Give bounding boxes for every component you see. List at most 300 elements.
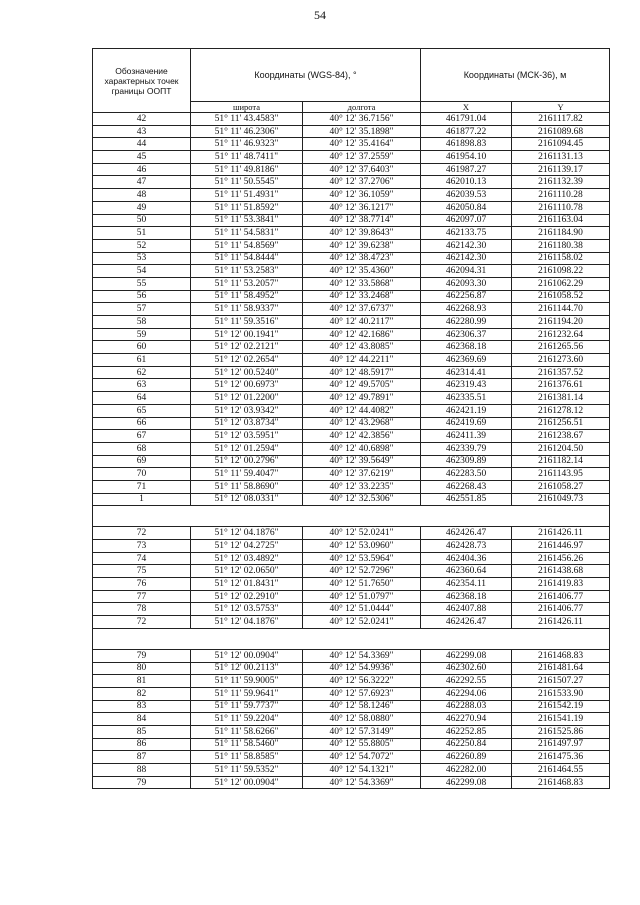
table-row bbox=[93, 590, 610, 603]
point-id-cell: 72 bbox=[93, 527, 191, 540]
y-coord-cell: 2161497.97 bbox=[512, 738, 610, 751]
x-coord-cell: 462368.18 bbox=[421, 341, 512, 354]
y-coord-cell: 2161525.86 bbox=[512, 725, 610, 738]
point-id-cell: 60 bbox=[93, 341, 191, 354]
latitude-cell: 51° 11' 58.8690" bbox=[191, 480, 303, 493]
y-coord-cell: 2161426.11 bbox=[512, 616, 610, 629]
point-id-cell: 58 bbox=[93, 316, 191, 329]
longitude-cell: 40° 12' 43.8085" bbox=[303, 341, 421, 354]
table-row bbox=[93, 649, 610, 662]
x-coord-cell: 462302.60 bbox=[421, 662, 512, 675]
longitude-cell: 40° 12' 36.7156" bbox=[303, 113, 421, 126]
longitude-cell: 40° 12' 54.1321" bbox=[303, 764, 421, 777]
latitude-cell: 51° 11' 59.4047" bbox=[191, 468, 303, 481]
longitude-cell: 40° 12' 54.3369" bbox=[303, 776, 421, 789]
y-coord-cell: 2161406.77 bbox=[512, 603, 610, 616]
latitude-cell: 51° 11' 59.3516" bbox=[191, 316, 303, 329]
longitude-cell: 40° 12' 53.0960" bbox=[303, 540, 421, 553]
longitude-cell: 40° 12' 56.3222" bbox=[303, 675, 421, 688]
latitude-cell: 51° 11' 59.7737" bbox=[191, 700, 303, 713]
table-row bbox=[93, 662, 610, 675]
y-coord-cell: 2161481.64 bbox=[512, 662, 610, 675]
point-id-cell: 88 bbox=[93, 764, 191, 777]
y-coord-cell: 2161475.36 bbox=[512, 751, 610, 764]
x-header: X bbox=[421, 102, 512, 113]
x-coord-cell: 462428.73 bbox=[421, 540, 512, 553]
x-coord-cell: 462369.69 bbox=[421, 354, 512, 367]
point-id-cell: 69 bbox=[93, 455, 191, 468]
latitude-cell: 51° 12' 02.0650" bbox=[191, 565, 303, 578]
y-coord-cell: 2161058.52 bbox=[512, 290, 610, 303]
y-coord-cell: 2161426.11 bbox=[512, 527, 610, 540]
latitude-cell: 51° 12' 02.2910" bbox=[191, 590, 303, 603]
latitude-cell: 51° 11' 59.9641" bbox=[191, 687, 303, 700]
longitude-cell: 40° 12' 37.2706" bbox=[303, 176, 421, 189]
table-row bbox=[93, 616, 610, 629]
longitude-cell: 40° 12' 38.7714" bbox=[303, 214, 421, 227]
point-id-cell: 56 bbox=[93, 290, 191, 303]
x-coord-cell: 462407.88 bbox=[421, 603, 512, 616]
point-id-cell: 78 bbox=[93, 603, 191, 616]
x-coord-cell: 462368.18 bbox=[421, 590, 512, 603]
table-row bbox=[93, 252, 610, 265]
longitude-cell: 40° 12' 54.3369" bbox=[303, 649, 421, 662]
x-coord-cell: 462142.30 bbox=[421, 252, 512, 265]
y-coord-cell: 2161049.73 bbox=[512, 493, 610, 506]
latitude-cell: 51° 12' 00.1941" bbox=[191, 328, 303, 341]
y-coord-cell: 2161180.38 bbox=[512, 239, 610, 252]
x-coord-cell: 462268.93 bbox=[421, 303, 512, 316]
longitude-cell: 40° 12' 36.1217" bbox=[303, 201, 421, 214]
x-coord-cell: 462050.84 bbox=[421, 201, 512, 214]
x-coord-cell: 462142.30 bbox=[421, 239, 512, 252]
longitude-cell: 40° 12' 52.0241" bbox=[303, 527, 421, 540]
longitude-cell: 40° 12' 44.4082" bbox=[303, 404, 421, 417]
latitude-cell: 51° 12' 00.5240" bbox=[191, 366, 303, 379]
point-id-cell: 42 bbox=[93, 113, 191, 126]
table-row bbox=[93, 527, 610, 540]
latitude-cell: 51° 12' 01.8431" bbox=[191, 578, 303, 591]
longitude-cell: 40° 12' 38.4723" bbox=[303, 252, 421, 265]
point-id-cell: 62 bbox=[93, 366, 191, 379]
longitude-cell: 40° 12' 52.0241" bbox=[303, 616, 421, 629]
latitude-cell: 51° 12' 03.4892" bbox=[191, 552, 303, 565]
longitude-cell: 40° 12' 42.1686" bbox=[303, 328, 421, 341]
table-row bbox=[93, 265, 610, 278]
y-coord-cell: 2161110.78 bbox=[512, 201, 610, 214]
longitude-cell: 40° 12' 57.3149" bbox=[303, 725, 421, 738]
point-id-cell: 63 bbox=[93, 379, 191, 392]
x-coord-cell: 462299.08 bbox=[421, 776, 512, 789]
x-coord-cell: 462283.50 bbox=[421, 468, 512, 481]
longitude-cell: 40° 12' 49.5705" bbox=[303, 379, 421, 392]
table-row bbox=[93, 239, 610, 252]
group-separator-row bbox=[93, 506, 610, 527]
table-row bbox=[93, 303, 610, 316]
table-row bbox=[93, 493, 610, 506]
longitude-cell: 40° 12' 33.2235" bbox=[303, 480, 421, 493]
y-coord-cell: 2161131.13 bbox=[512, 151, 610, 164]
longitude-cell: 40° 12' 44.2211" bbox=[303, 354, 421, 367]
y-coord-cell: 2161139.17 bbox=[512, 163, 610, 176]
x-coord-cell: 462268.43 bbox=[421, 480, 512, 493]
point-id-cell: 86 bbox=[93, 738, 191, 751]
latitude-cell: 51° 11' 51.4931" bbox=[191, 189, 303, 202]
x-coord-cell: 462292.55 bbox=[421, 675, 512, 688]
latitude-cell: 51° 12' 02.2121" bbox=[191, 341, 303, 354]
y-coord-cell: 2161058.27 bbox=[512, 480, 610, 493]
x-coord-cell: 461898.83 bbox=[421, 138, 512, 151]
point-id-cell: 80 bbox=[93, 662, 191, 675]
point-id-cell: 57 bbox=[93, 303, 191, 316]
lat-header: широта bbox=[191, 102, 303, 113]
latitude-cell: 51° 11' 46.9323" bbox=[191, 138, 303, 151]
table-row bbox=[93, 189, 610, 202]
latitude-cell: 51° 12' 00.2796" bbox=[191, 455, 303, 468]
x-coord-cell: 461987.27 bbox=[421, 163, 512, 176]
table-row bbox=[93, 290, 610, 303]
y-coord-cell: 2161062.29 bbox=[512, 277, 610, 290]
latitude-cell: 51° 12' 02.2654" bbox=[191, 354, 303, 367]
table-row bbox=[93, 392, 610, 405]
latitude-cell: 51° 12' 08.0331" bbox=[191, 493, 303, 506]
latitude-cell: 51° 12' 01.2594" bbox=[191, 442, 303, 455]
point-id-cell: 51 bbox=[93, 227, 191, 240]
y-coord-cell: 2161533.90 bbox=[512, 687, 610, 700]
y-coord-cell: 2161357.52 bbox=[512, 366, 610, 379]
x-coord-cell: 462335.51 bbox=[421, 392, 512, 405]
latitude-cell: 51° 11' 48.7411" bbox=[191, 151, 303, 164]
longitude-cell: 40° 12' 51.0797" bbox=[303, 590, 421, 603]
y-coord-cell: 2161098.22 bbox=[512, 265, 610, 278]
coordinates-table bbox=[92, 48, 610, 789]
y-coord-cell: 2161278.12 bbox=[512, 404, 610, 417]
table-row bbox=[93, 776, 610, 789]
y-coord-cell: 2161406.77 bbox=[512, 590, 610, 603]
table-row bbox=[93, 738, 610, 751]
table-row bbox=[93, 277, 610, 290]
point-id-cell: 64 bbox=[93, 392, 191, 405]
table-row bbox=[93, 480, 610, 493]
point-id-cell: 84 bbox=[93, 713, 191, 726]
table-row bbox=[93, 316, 610, 329]
y-coord-cell: 2161117.82 bbox=[512, 113, 610, 126]
y-coord-cell: 2161110.28 bbox=[512, 189, 610, 202]
table-row bbox=[93, 540, 610, 553]
x-coord-cell: 462551.85 bbox=[421, 493, 512, 506]
longitude-cell: 40° 12' 52.7296" bbox=[303, 565, 421, 578]
y-coord-cell: 2161143.95 bbox=[512, 468, 610, 481]
latitude-cell: 51° 11' 58.8585" bbox=[191, 751, 303, 764]
page-number: 54 bbox=[314, 8, 326, 22]
table-row bbox=[93, 113, 610, 126]
longitude-cell: 40° 12' 40.6898" bbox=[303, 442, 421, 455]
x-coord-cell: 462404.36 bbox=[421, 552, 512, 565]
latitude-cell: 51° 11' 49.8186" bbox=[191, 163, 303, 176]
point-id-cell: 49 bbox=[93, 201, 191, 214]
point-id-cell: 67 bbox=[93, 430, 191, 443]
point-id-cell: 68 bbox=[93, 442, 191, 455]
point-id-cell: 85 bbox=[93, 725, 191, 738]
longitude-cell: 40° 12' 35.4360" bbox=[303, 265, 421, 278]
latitude-cell: 51° 11' 54.8444" bbox=[191, 252, 303, 265]
x-coord-cell: 462339.79 bbox=[421, 442, 512, 455]
table-row bbox=[93, 366, 610, 379]
x-coord-cell: 462354.11 bbox=[421, 578, 512, 591]
table-row bbox=[93, 201, 610, 214]
point-id-cell: 73 bbox=[93, 540, 191, 553]
point-id-cell: 71 bbox=[93, 480, 191, 493]
point-id-cell: 48 bbox=[93, 189, 191, 202]
x-coord-cell: 462270.94 bbox=[421, 713, 512, 726]
y-coord-cell: 2161232.64 bbox=[512, 328, 610, 341]
table-row bbox=[93, 430, 610, 443]
latitude-cell: 51° 11' 53.3841" bbox=[191, 214, 303, 227]
point-id-cell: 79 bbox=[93, 649, 191, 662]
point-id-cell: 46 bbox=[93, 163, 191, 176]
table-row bbox=[93, 455, 610, 468]
point-id-cell: 47 bbox=[93, 176, 191, 189]
point-id-cell: 1 bbox=[93, 493, 191, 506]
y-coord-cell: 2161132.39 bbox=[512, 176, 610, 189]
table-row bbox=[93, 468, 610, 481]
latitude-cell: 51° 11' 50.5545" bbox=[191, 176, 303, 189]
table-row bbox=[93, 713, 610, 726]
table-row bbox=[93, 404, 610, 417]
point-id-cell: 53 bbox=[93, 252, 191, 265]
table-row bbox=[93, 687, 610, 700]
table-row bbox=[93, 379, 610, 392]
y-coord-cell: 2161507.27 bbox=[512, 675, 610, 688]
latitude-cell: 51° 11' 46.2306" bbox=[191, 125, 303, 138]
x-coord-cell: 462288.03 bbox=[421, 700, 512, 713]
lon-header: долгота bbox=[303, 102, 421, 113]
y-coord-cell: 2161238.67 bbox=[512, 430, 610, 443]
x-coord-cell: 462252.85 bbox=[421, 725, 512, 738]
y-coord-cell: 2161468.83 bbox=[512, 649, 610, 662]
point-id-cell: 81 bbox=[93, 675, 191, 688]
x-coord-cell: 462421.19 bbox=[421, 404, 512, 417]
latitude-cell: 51° 11' 59.2204" bbox=[191, 713, 303, 726]
longitude-cell: 40° 12' 40.2117" bbox=[303, 316, 421, 329]
y-coord-cell: 2161381.14 bbox=[512, 392, 610, 405]
x-coord-cell: 462309.89 bbox=[421, 455, 512, 468]
longitude-cell: 40° 12' 39.8643" bbox=[303, 227, 421, 240]
table-row bbox=[93, 328, 610, 341]
table-row bbox=[93, 341, 610, 354]
x-coord-cell: 461954.10 bbox=[421, 151, 512, 164]
latitude-cell: 51° 11' 58.9337" bbox=[191, 303, 303, 316]
latitude-cell: 51° 11' 43.4583" bbox=[191, 113, 303, 126]
point-id-cell: 74 bbox=[93, 552, 191, 565]
longitude-cell: 40° 12' 54.7072" bbox=[303, 751, 421, 764]
y-coord-cell: 2161376.61 bbox=[512, 379, 610, 392]
point-id-cell: 50 bbox=[93, 214, 191, 227]
point-id-cell: 54 bbox=[93, 265, 191, 278]
y-coord-cell: 2161273.60 bbox=[512, 354, 610, 367]
y-coord-cell: 2161438.68 bbox=[512, 565, 610, 578]
table-row bbox=[93, 565, 610, 578]
longitude-cell: 40° 12' 37.6403" bbox=[303, 163, 421, 176]
x-coord-cell: 462411.39 bbox=[421, 430, 512, 443]
y-coord-cell: 2161094.45 bbox=[512, 138, 610, 151]
point-column-header: Обозначение характерных точек границы ООПТ bbox=[93, 49, 191, 113]
latitude-cell: 51° 11' 53.2057" bbox=[191, 277, 303, 290]
msk-header: Координаты (МСК-36), м bbox=[421, 49, 610, 102]
longitude-cell: 40° 12' 37.2559" bbox=[303, 151, 421, 164]
point-id-cell: 59 bbox=[93, 328, 191, 341]
point-id-cell: 45 bbox=[93, 151, 191, 164]
longitude-cell: 40° 12' 51.0444" bbox=[303, 603, 421, 616]
longitude-cell: 40° 12' 37.6219" bbox=[303, 468, 421, 481]
y-coord-cell: 2161089.68 bbox=[512, 125, 610, 138]
latitude-cell: 51° 12' 01.2200" bbox=[191, 392, 303, 405]
wgs-header: Координаты (WGS-84), ° bbox=[191, 49, 421, 102]
x-coord-cell: 462133.75 bbox=[421, 227, 512, 240]
longitude-cell: 40° 12' 58.0880" bbox=[303, 713, 421, 726]
y-coord-cell: 2161456.26 bbox=[512, 552, 610, 565]
longitude-cell: 40° 12' 42.3856" bbox=[303, 430, 421, 443]
y-coord-cell: 2161265.56 bbox=[512, 341, 610, 354]
point-id-cell: 72 bbox=[93, 616, 191, 629]
latitude-cell: 51° 11' 58.5460" bbox=[191, 738, 303, 751]
point-id-cell: 75 bbox=[93, 565, 191, 578]
latitude-cell: 51° 12' 04.2725" bbox=[191, 540, 303, 553]
point-id-cell: 83 bbox=[93, 700, 191, 713]
separator-cell bbox=[93, 628, 610, 649]
latitude-cell: 51° 11' 54.8569" bbox=[191, 239, 303, 252]
group-separator-row bbox=[93, 628, 610, 649]
x-coord-cell: 462260.89 bbox=[421, 751, 512, 764]
table-row bbox=[93, 151, 610, 164]
longitude-cell: 40° 12' 53.5964" bbox=[303, 552, 421, 565]
latitude-cell: 51° 12' 00.6973" bbox=[191, 379, 303, 392]
x-coord-cell: 462093.30 bbox=[421, 277, 512, 290]
table-row bbox=[93, 751, 610, 764]
latitude-cell: 51° 11' 58.4952" bbox=[191, 290, 303, 303]
y-coord-cell: 2161468.83 bbox=[512, 776, 610, 789]
longitude-cell: 40° 12' 54.9936" bbox=[303, 662, 421, 675]
longitude-cell: 40° 12' 33.5868" bbox=[303, 277, 421, 290]
y-coord-cell: 2161256.51 bbox=[512, 417, 610, 430]
x-coord-cell: 461791.04 bbox=[421, 113, 512, 126]
point-id-cell: 55 bbox=[93, 277, 191, 290]
x-coord-cell: 462039.53 bbox=[421, 189, 512, 202]
latitude-cell: 51° 12' 03.5951" bbox=[191, 430, 303, 443]
latitude-cell: 51° 12' 04.1876" bbox=[191, 527, 303, 540]
longitude-cell: 40° 12' 35.1898" bbox=[303, 125, 421, 138]
table-row bbox=[93, 227, 610, 240]
longitude-cell: 40° 12' 33.2468" bbox=[303, 290, 421, 303]
y-coord-cell: 2161184.90 bbox=[512, 227, 610, 240]
point-id-cell: 76 bbox=[93, 578, 191, 591]
table-row bbox=[93, 163, 610, 176]
y-coord-cell: 2161419.83 bbox=[512, 578, 610, 591]
point-id-cell: 61 bbox=[93, 354, 191, 367]
table-row bbox=[93, 442, 610, 455]
latitude-cell: 51° 12' 04.1876" bbox=[191, 616, 303, 629]
x-coord-cell: 462280.99 bbox=[421, 316, 512, 329]
table-row bbox=[93, 764, 610, 777]
x-coord-cell: 462419.69 bbox=[421, 417, 512, 430]
y-coord-cell: 2161144.70 bbox=[512, 303, 610, 316]
latitude-cell: 51° 12' 00.0904" bbox=[191, 776, 303, 789]
longitude-cell: 40° 12' 39.5649" bbox=[303, 455, 421, 468]
table-row bbox=[93, 675, 610, 688]
point-id-cell: 66 bbox=[93, 417, 191, 430]
longitude-cell: 40° 12' 37.6737" bbox=[303, 303, 421, 316]
table-row bbox=[93, 552, 610, 565]
table-row bbox=[93, 578, 610, 591]
x-coord-cell: 462294.06 bbox=[421, 687, 512, 700]
x-coord-cell: 462097.07 bbox=[421, 214, 512, 227]
y-header: Y bbox=[512, 102, 610, 113]
x-coord-cell: 462319.43 bbox=[421, 379, 512, 392]
table-row bbox=[93, 725, 610, 738]
table-row bbox=[93, 214, 610, 227]
point-id-cell: 65 bbox=[93, 404, 191, 417]
point-id-cell: 82 bbox=[93, 687, 191, 700]
longitude-cell: 40° 12' 39.6238" bbox=[303, 239, 421, 252]
x-coord-cell: 462282.00 bbox=[421, 764, 512, 777]
table-row bbox=[93, 354, 610, 367]
latitude-cell: 51° 11' 59.5352" bbox=[191, 764, 303, 777]
latitude-cell: 51° 12' 00.0904" bbox=[191, 649, 303, 662]
x-coord-cell: 462299.08 bbox=[421, 649, 512, 662]
latitude-cell: 51° 12' 00.2113" bbox=[191, 662, 303, 675]
point-id-cell: 70 bbox=[93, 468, 191, 481]
x-coord-cell: 462314.41 bbox=[421, 366, 512, 379]
x-coord-cell: 462360.64 bbox=[421, 565, 512, 578]
y-coord-cell: 2161542.19 bbox=[512, 700, 610, 713]
longitude-cell: 40° 12' 43.2968" bbox=[303, 417, 421, 430]
longitude-cell: 40° 12' 55.8805" bbox=[303, 738, 421, 751]
latitude-cell: 51° 12' 03.9342" bbox=[191, 404, 303, 417]
y-coord-cell: 2161541.19 bbox=[512, 713, 610, 726]
y-coord-cell: 2161182.14 bbox=[512, 455, 610, 468]
y-coord-cell: 2161204.50 bbox=[512, 442, 610, 455]
x-coord-cell: 462010.13 bbox=[421, 176, 512, 189]
latitude-cell: 51° 12' 03.8734" bbox=[191, 417, 303, 430]
latitude-cell: 51° 11' 58.6266" bbox=[191, 725, 303, 738]
longitude-cell: 40° 12' 57.6923" bbox=[303, 687, 421, 700]
x-coord-cell: 462250.84 bbox=[421, 738, 512, 751]
table-row bbox=[93, 417, 610, 430]
y-coord-cell: 2161158.02 bbox=[512, 252, 610, 265]
y-coord-cell: 2161464.55 bbox=[512, 764, 610, 777]
longitude-cell: 40° 12' 35.4164" bbox=[303, 138, 421, 151]
table-row bbox=[93, 176, 610, 189]
x-coord-cell: 461877.22 bbox=[421, 125, 512, 138]
point-id-cell: 79 bbox=[93, 776, 191, 789]
longitude-cell: 40° 12' 36.1059" bbox=[303, 189, 421, 202]
x-coord-cell: 462426.47 bbox=[421, 527, 512, 540]
y-coord-cell: 2161163.04 bbox=[512, 214, 610, 227]
point-id-cell: 43 bbox=[93, 125, 191, 138]
separator-cell bbox=[93, 506, 610, 527]
latitude-cell: 51° 11' 51.8592" bbox=[191, 201, 303, 214]
point-id-cell: 44 bbox=[93, 138, 191, 151]
longitude-cell: 40° 12' 49.7891" bbox=[303, 392, 421, 405]
table-row bbox=[93, 125, 610, 138]
point-id-cell: 87 bbox=[93, 751, 191, 764]
x-coord-cell: 462094.31 bbox=[421, 265, 512, 278]
table-row bbox=[93, 700, 610, 713]
latitude-cell: 51° 12' 03.5753" bbox=[191, 603, 303, 616]
table-row bbox=[93, 138, 610, 151]
longitude-cell: 40° 12' 58.1246" bbox=[303, 700, 421, 713]
longitude-cell: 40° 12' 48.5917" bbox=[303, 366, 421, 379]
